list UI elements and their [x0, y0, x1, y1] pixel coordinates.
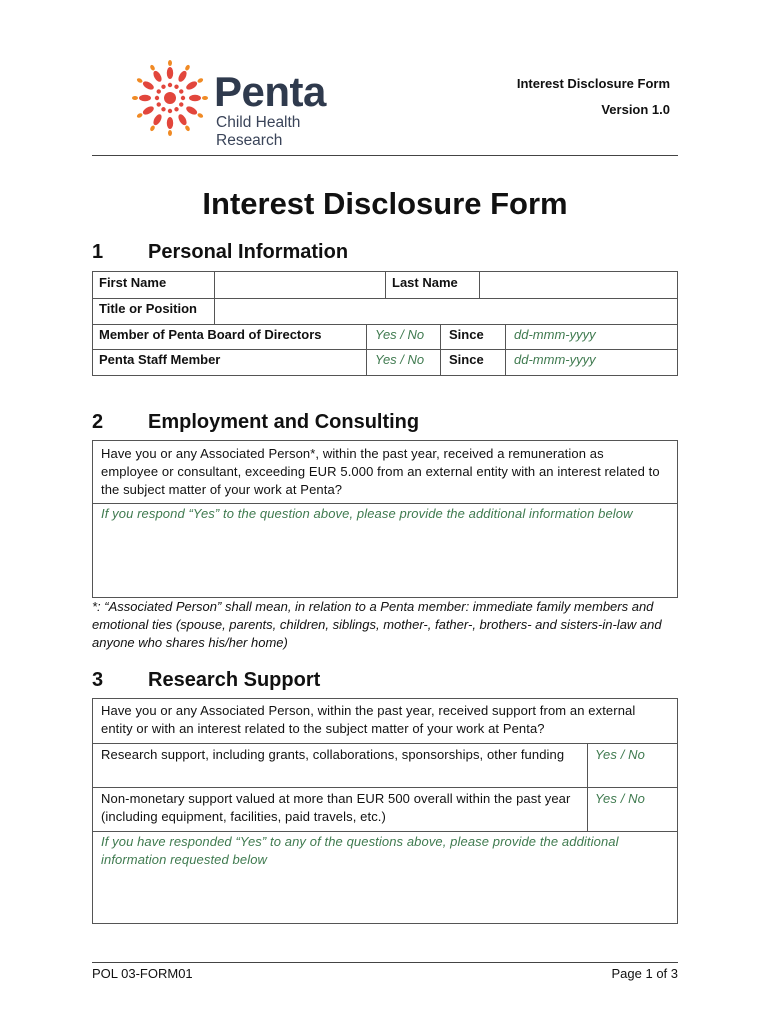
employment-instruction: If you respond “Yes” to the question above, please provide the additional information below — [101, 506, 633, 521]
personal-info-table — [92, 271, 678, 376]
last-name-label: Last Name — [392, 275, 458, 290]
section-title: Research Support — [148, 669, 321, 691]
research-instruction: If you have responded “Yes” to any of the questions above, please provide the additional information requested below — [101, 834, 619, 867]
employment-details-field[interactable] — [94, 504, 676, 596]
research-item-nonmonetary: Non-monetary support valued at more than EUR 500 overall within the past year (including equipment, facilities, paid travels, etc.) — [101, 791, 571, 824]
research-item-nonmonetary-answer[interactable]: Yes / No — [595, 791, 645, 806]
penta-logo — [130, 60, 370, 149]
staff-member-label: Penta Staff Member — [99, 352, 221, 367]
title-label: Title or Position — [99, 301, 197, 316]
research-question: Have you or any Associated Person, within the past year, received support from an external entity or with an interest related to the subject matter of your work at Penta? — [101, 703, 636, 736]
sunburst-icon — [130, 60, 214, 140]
last-name-field[interactable] — [480, 273, 676, 297]
employment-table — [92, 440, 678, 598]
associated-person-footnote: *: “Associated Person” shall mean, in relation to a Penta member: immediate family members and emotional ties (spouse, parents, children, siblings, mother-, father-, brothers- and sisters-in-law and anyone who shares his/her home) — [92, 599, 662, 650]
section-number: 2 — [92, 411, 104, 433]
header-divider — [92, 155, 678, 156]
section-number: 3 — [92, 669, 104, 691]
board-since-date[interactable]: dd-mmm-yyyy — [514, 327, 596, 342]
header-form-name: Interest Disclosure Form — [516, 76, 670, 91]
staff-member-answer[interactable]: Yes / No — [375, 352, 425, 367]
staff-since-date[interactable]: dd-mmm-yyyy — [514, 352, 596, 367]
section-2-heading — [92, 409, 419, 435]
board-member-answer[interactable]: Yes / No — [375, 327, 425, 342]
research-details-field[interactable] — [94, 832, 676, 922]
footer-divider — [92, 962, 678, 963]
footer-page-number: Page 1 of 3 — [611, 966, 678, 981]
board-since-label: Since — [449, 327, 484, 342]
research-support-table — [92, 698, 678, 924]
footer-doc-code: POL 03-FORM01 — [92, 966, 193, 981]
header-version: Version 1.0 — [601, 102, 670, 117]
section-1-heading — [92, 239, 348, 265]
staff-since-label: Since — [449, 352, 484, 367]
page-title: Interest Disclosure Form — [202, 186, 568, 221]
research-item-grants-answer[interactable]: Yes / No — [595, 747, 645, 762]
board-member-label: Member of Penta Board of Directors — [99, 327, 322, 342]
section-3-heading — [92, 667, 320, 693]
logo-name: Penta — [214, 68, 326, 115]
logo-tagline: Child Health Research — [216, 114, 301, 149]
section-title: Personal Information — [148, 241, 349, 263]
research-item-grants: Research support, including grants, collaborations, sponsorships, other funding — [101, 747, 565, 762]
section-number: 1 — [92, 241, 104, 263]
first-name-field[interactable] — [215, 273, 384, 297]
employment-question: Have you or any Associated Person*, within the past year, received a remuneration as employee or consultant, exceeding EUR 5.000 from an external entity with an interest related to the subject matter of your work at Penta? — [101, 446, 660, 497]
title-field[interactable] — [215, 299, 676, 323]
section-title: Employment and Consulting — [148, 411, 420, 433]
first-name-label: First Name — [99, 275, 167, 290]
